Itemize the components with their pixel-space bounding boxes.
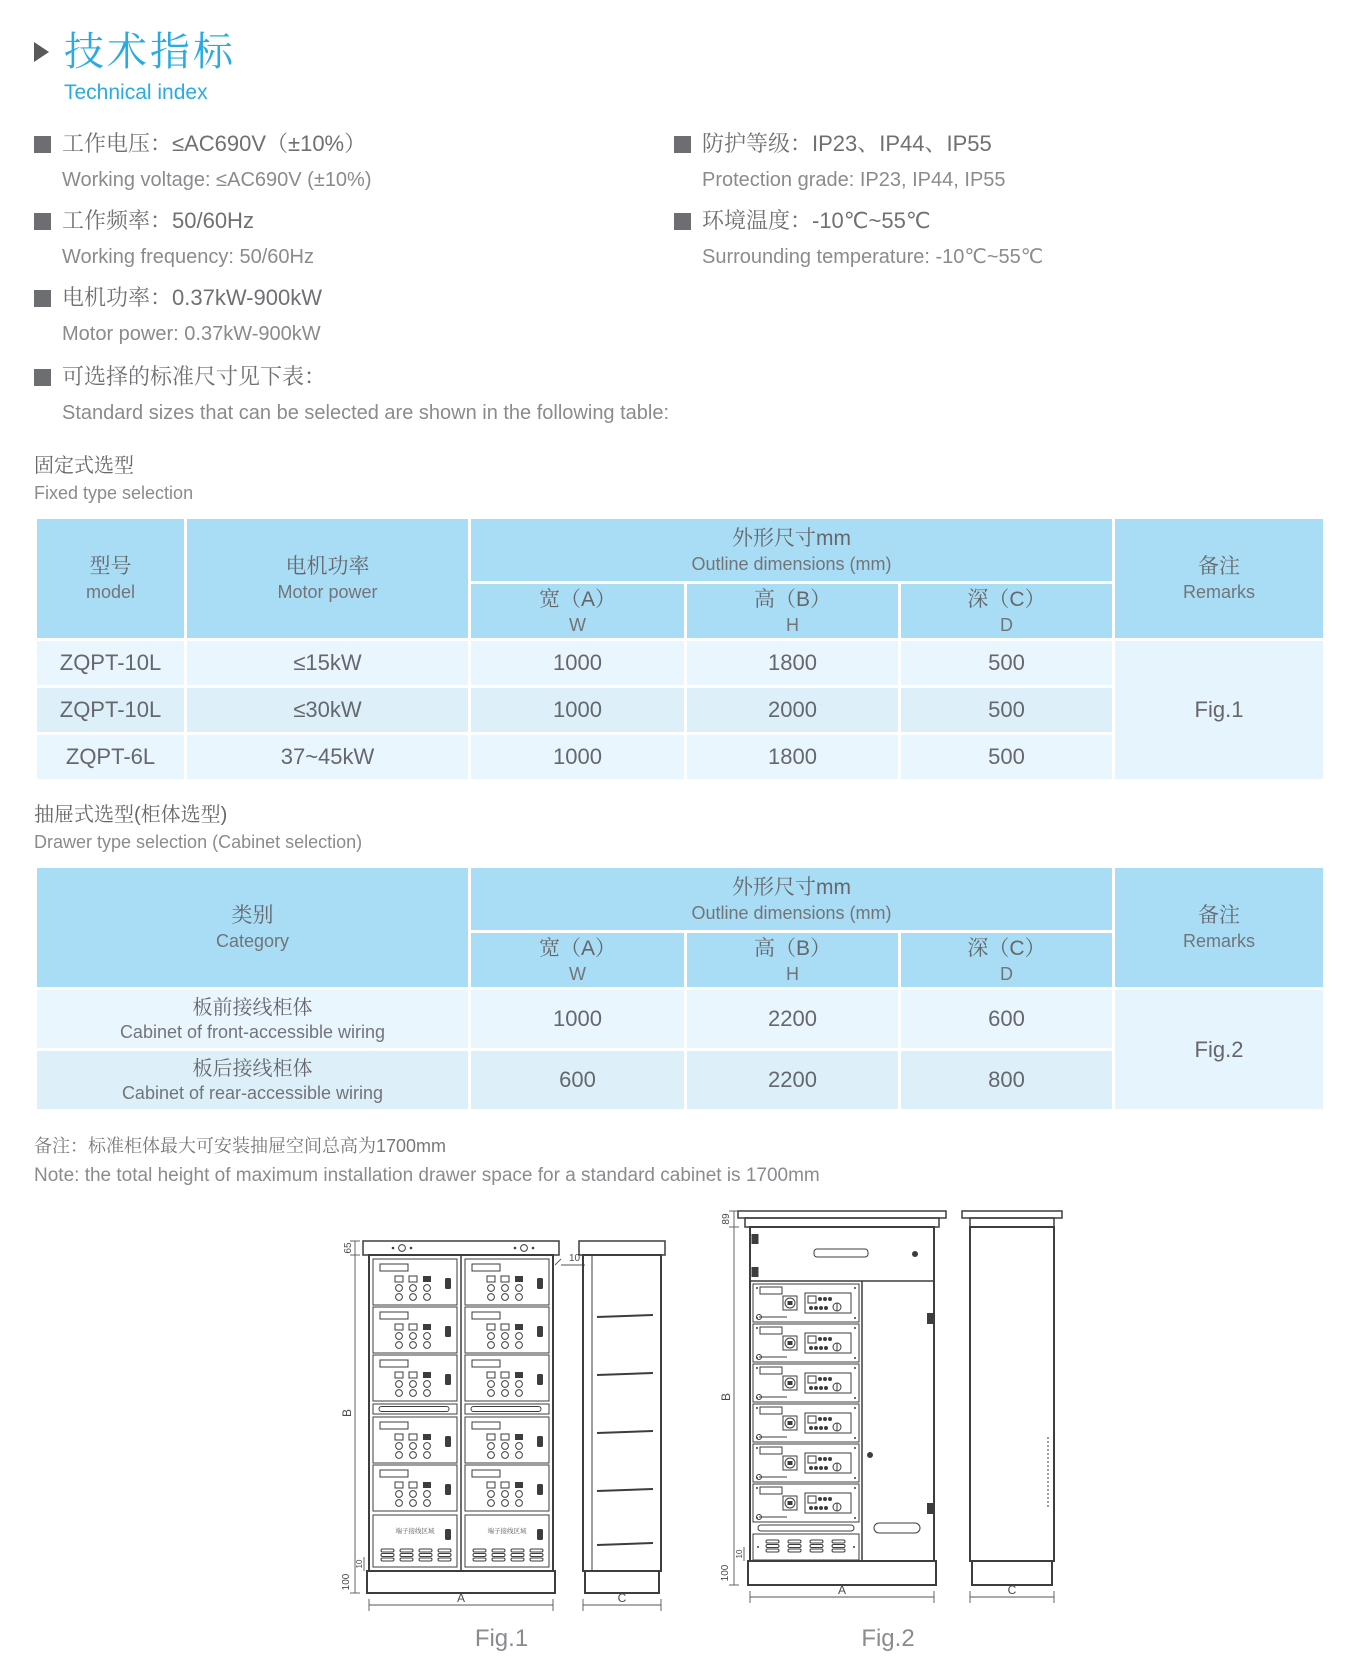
section-label-zh: 抽屉式选型(柜体选型) <box>34 804 228 826</box>
fixed-table-section-label <box>34 449 1323 504</box>
cell-power: ≤30kW <box>186 687 470 734</box>
category-en: Cabinet of front-accessible wiring <box>119 1021 386 1042</box>
bullet-square-icon <box>34 136 51 153</box>
header-zh: 宽（A） <box>538 587 616 611</box>
spec-zh: 工作频率：50/60Hz <box>62 208 254 233</box>
header-en: H <box>786 614 799 635</box>
fig1-dim-width-label: A <box>456 1591 466 1605</box>
cell-depth: 500 <box>900 734 1114 781</box>
spec-en: Surrounding temperature: -10℃~55℃ <box>702 246 1044 268</box>
col-header-height <box>686 583 900 640</box>
figures-row <box>329 1193 1323 1653</box>
spec-en: Standard sizes that can be selected are shown in the following table: <box>62 402 670 424</box>
spec-item-standard-sizes <box>34 362 674 425</box>
bullet-square-icon <box>34 213 51 230</box>
fig1-dimensions <box>340 1241 585 1611</box>
header-zh: 备注 <box>1198 904 1240 927</box>
header-en: Outline dimensions (mm) <box>691 553 892 574</box>
spec-en: Working voltage: ≤AC690V (±10%) <box>62 169 372 191</box>
header-zh: 型号 <box>89 555 132 578</box>
cell-depth: 500 <box>900 640 1114 687</box>
header-en: D <box>1000 963 1013 984</box>
section-arrow-icon <box>34 42 49 62</box>
header-en: Outline dimensions (mm) <box>691 902 892 923</box>
cell-model: ZQPT-6L <box>36 734 186 781</box>
cell-height: 2200 <box>686 989 900 1050</box>
col-header-width <box>470 932 686 989</box>
fig2-caption: Fig.2 <box>861 1625 915 1652</box>
col-header-width <box>470 583 686 640</box>
col-header-depth <box>900 932 1114 989</box>
spec-item-surrounding-temperature <box>674 206 1323 269</box>
fig2-dim-base-label: 100 <box>720 1564 731 1582</box>
footnote-en: Note: the total height of maximum installation drawer space for a standard cabinet is 1700mm <box>34 1165 820 1186</box>
header-zh: 电机功率 <box>285 555 370 578</box>
page-subtitle: Technical index <box>64 81 208 104</box>
header-en: W <box>569 963 586 984</box>
section-label-en: Fixed type selection <box>34 483 194 503</box>
cell-width: 1000 <box>470 989 686 1050</box>
cell-power: 37~45kW <box>186 734 470 781</box>
category-zh: 板后接线柜体 <box>192 1057 313 1080</box>
header-en: H <box>786 963 799 984</box>
cell-remark: Fig.1 <box>1114 640 1325 781</box>
cell-power: ≤15kW <box>186 640 470 687</box>
fig1-dim-top-right-label: 10 <box>569 1253 581 1264</box>
section-label-en: Drawer type selection (Cabinet selection) <box>34 832 363 852</box>
category-en: Cabinet of rear-accessible wiring <box>121 1082 384 1103</box>
spec-en: Motor power: 0.37kW-900kW <box>62 323 321 345</box>
spec-item-working-frequency <box>34 206 674 269</box>
header-en: Motor power <box>277 582 378 602</box>
cell-model: ZQPT-10L <box>36 640 186 687</box>
header-en: model <box>85 582 136 602</box>
spec-en: Protection grade: IP23, IP44, IP55 <box>702 169 1006 191</box>
drawer-table-section-label <box>34 798 1323 853</box>
bullet-square-icon <box>34 369 51 386</box>
cell-category <box>36 989 470 1050</box>
footnote <box>34 1132 1323 1187</box>
spec-zh: 环境温度：-10℃~55℃ <box>702 208 931 233</box>
header-en: Category <box>215 931 290 951</box>
cell-width: 1000 <box>470 734 686 781</box>
col-header-power <box>186 518 470 640</box>
col-header-outline-dimensions <box>470 518 1114 583</box>
col-header-outline-dimensions <box>470 867 1114 932</box>
cell-depth: 600 <box>900 989 1114 1050</box>
spec-column-right <box>674 129 1323 439</box>
col-header-depth <box>900 583 1114 640</box>
fig2-dimensions <box>719 1211 934 1603</box>
spec-zh: 可选择的标准尺寸见下表： <box>62 364 327 389</box>
header-en: Remarks <box>1182 931 1255 951</box>
bullet-square-icon <box>674 213 691 230</box>
header-en: D <box>1000 614 1013 635</box>
cell-height: 1800 <box>686 640 900 687</box>
col-header-remarks <box>1114 867 1325 989</box>
cell-width: 1000 <box>470 687 686 734</box>
category-zh: 板前接线柜体 <box>192 996 313 1019</box>
fig1-caption: Fig.1 <box>474 1625 529 1652</box>
fig2-drawing <box>708 1193 1068 1625</box>
fig1-front-view <box>340 1241 585 1611</box>
header-zh: 深（C） <box>967 587 1046 611</box>
col-header-model <box>36 518 186 640</box>
col-header-category <box>36 867 470 989</box>
header-en: W <box>569 614 586 635</box>
fig1-dim-depth-label: C <box>617 1591 627 1605</box>
spec-en: Working frequency: 50/60Hz <box>62 246 314 268</box>
spec-zh: 电机功率：0.37kW-900kW <box>62 285 322 310</box>
cell-remark: Fig.2 <box>1114 989 1325 1111</box>
spec-zh: 工作电压：≤AC690V（±10%） <box>62 131 367 156</box>
bullet-square-icon <box>34 290 51 307</box>
fixed-type-table <box>34 516 1326 782</box>
cell-height: 1800 <box>686 734 900 781</box>
header-en: Remarks <box>1182 582 1255 602</box>
page-header <box>34 30 1323 74</box>
header-zh: 类别 <box>231 904 274 927</box>
col-header-remarks <box>1114 518 1325 640</box>
header-zh: 深（C） <box>967 936 1046 960</box>
cell-depth: 500 <box>900 687 1114 734</box>
header-zh: 宽（A） <box>538 936 616 960</box>
spec-item-motor-power <box>34 283 674 346</box>
cell-height: 2200 <box>686 1050 900 1111</box>
spec-item-protection-grade <box>674 129 1323 192</box>
cell-depth: 800 <box>900 1050 1114 1111</box>
cell-model: ZQPT-10L <box>36 687 186 734</box>
header-zh: 高（B） <box>753 936 831 960</box>
figure-1 <box>329 1213 674 1653</box>
header-zh: 外形尺寸mm <box>732 526 851 550</box>
fig2-side-view <box>962 1211 1062 1603</box>
spec-zh: 防护等级：IP23、IP44、IP55 <box>702 131 992 156</box>
spec-item-working-voltage <box>34 129 674 192</box>
footnote-zh: 备注：标准柜体最大可安装抽屉空间总高为1700mm <box>34 1136 447 1156</box>
header-zh: 备注 <box>1198 555 1240 578</box>
fig2-dim-depth-label: C <box>1007 1583 1017 1597</box>
col-header-height <box>686 932 900 989</box>
section-label-zh: 固定式选型 <box>34 455 134 477</box>
drawer-type-table <box>34 865 1326 1112</box>
fig1-side-view <box>579 1241 665 1611</box>
spec-list <box>34 129 1323 439</box>
header-zh: 外形尺寸mm <box>732 875 851 899</box>
figure-2 <box>708 1193 1068 1653</box>
cell-width: 1000 <box>470 640 686 687</box>
cell-height: 2000 <box>686 687 900 734</box>
fig2-front-view <box>719 1211 946 1603</box>
fig2-dim-base-small-label: 10 <box>735 1549 744 1559</box>
bullet-square-icon <box>674 136 691 153</box>
cell-category <box>36 1050 470 1111</box>
spec-column-left <box>34 129 674 439</box>
page-title: 技术指标 <box>64 30 236 74</box>
fig1-dim-base-small-label: 10 <box>355 1559 364 1569</box>
fig1-drawing: 端子接线区域 65 B 100 10 A 10 C <box>329 1213 674 1625</box>
fig1-dim-top-label: 65 <box>343 1242 354 1254</box>
fig1-dim-height-label: B <box>340 1408 354 1418</box>
table-row <box>36 989 1325 1050</box>
fig2-dim-top-label: 89 <box>721 1213 732 1225</box>
fig2-dim-height-label: B <box>719 1392 733 1402</box>
cell-width: 600 <box>470 1050 686 1111</box>
fig1-dim-base-label: 100 <box>341 1573 352 1591</box>
table-row <box>36 640 1325 687</box>
fig2-dim-width-label: A <box>837 1583 847 1597</box>
header-zh: 高（B） <box>753 587 831 611</box>
